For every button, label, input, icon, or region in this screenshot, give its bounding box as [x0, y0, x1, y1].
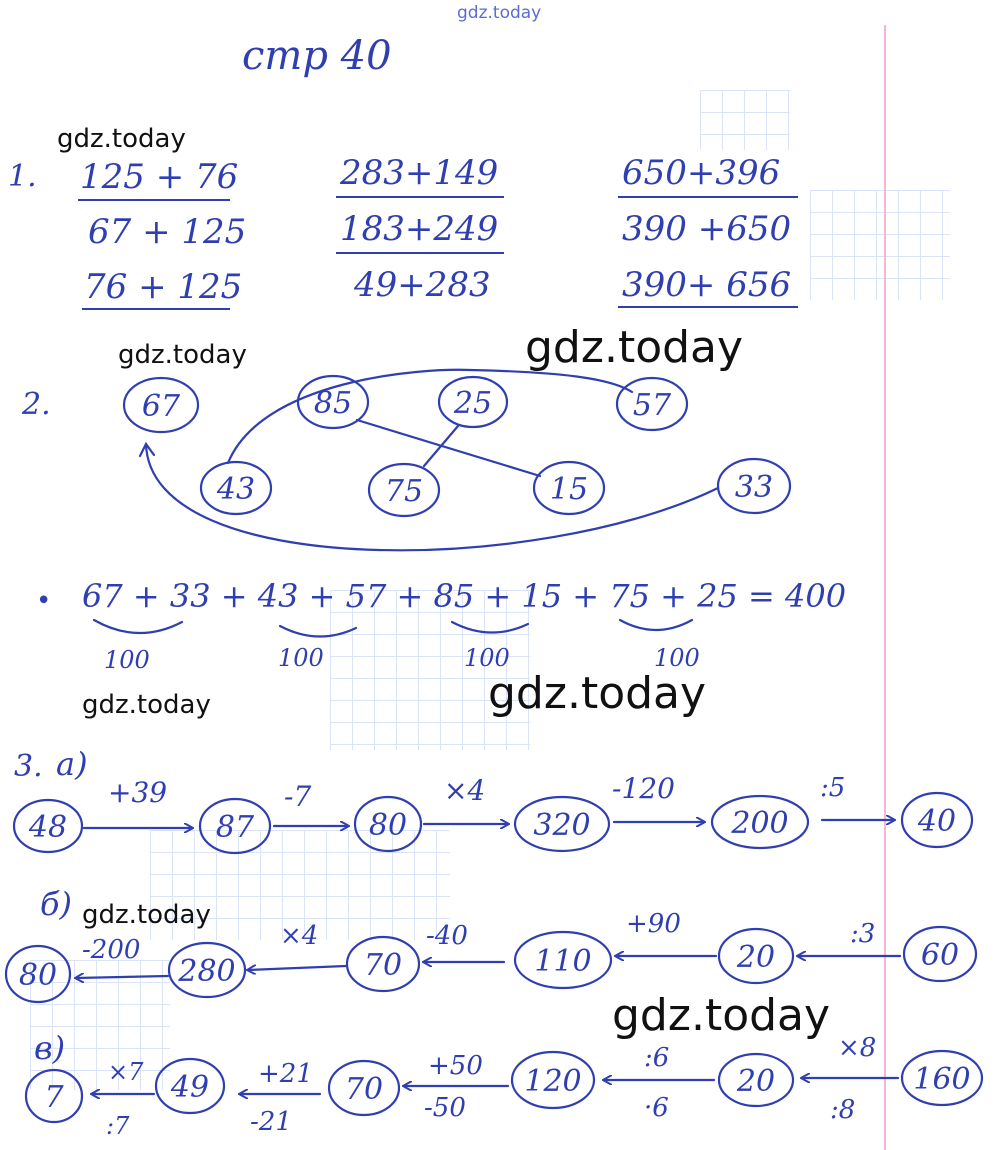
- node-value: 20: [736, 940, 776, 975]
- node-value: 49: [170, 1070, 210, 1105]
- sum-expression: 67 + 33 + 43 + 57 + 85 + 15 + 75 + 25 = 400: [82, 577, 847, 615]
- circle-node: [512, 1052, 594, 1108]
- task1-col1-row1: 125 + 76: [80, 157, 239, 197]
- circle-node: [719, 929, 793, 983]
- operation-label: ×7: [108, 1058, 144, 1086]
- circle-node: [439, 377, 507, 427]
- node-value: 48: [28, 810, 68, 845]
- operation-label: -7: [284, 780, 312, 813]
- circle-node: [200, 799, 270, 853]
- circle-node: [904, 927, 976, 981]
- task1-col3-row1: 650+396: [622, 153, 781, 193]
- node-value: 320: [533, 808, 591, 843]
- operation-label: +50: [428, 1051, 483, 1081]
- circle-node: [515, 932, 611, 988]
- task3-part-v-label: в): [34, 1029, 66, 1067]
- task1-col2-row1: 283+149: [340, 153, 499, 193]
- pair-arc: [620, 620, 692, 630]
- circle-node: [712, 796, 808, 848]
- circle-node: [355, 797, 421, 851]
- connector: [228, 370, 632, 463]
- node-value: 43: [216, 472, 256, 507]
- operation-label: +21: [258, 1059, 313, 1089]
- circle-node: [534, 462, 604, 514]
- circle-node: [169, 943, 245, 997]
- node-value: 40: [917, 804, 957, 839]
- operation-label: -200: [82, 935, 141, 965]
- task1-col2-row3: 49+283: [354, 265, 491, 305]
- circle-node: [201, 462, 271, 514]
- pair-arc: [280, 626, 356, 637]
- node-value: 67: [141, 389, 181, 424]
- task1-col1-row2: 67 + 125: [88, 212, 247, 252]
- node-value: 110: [534, 944, 592, 979]
- node-value: 120: [524, 1064, 582, 1099]
- watermark: gdz.today: [488, 668, 707, 719]
- operation-label: ×8: [838, 1033, 877, 1063]
- arrow: [76, 976, 168, 978]
- operation-label: ×4: [444, 774, 486, 807]
- node-value: 87: [215, 810, 255, 845]
- arrow: [248, 966, 346, 970]
- node-value: 160: [913, 1062, 971, 1097]
- operation-label: ×4: [280, 921, 319, 951]
- node-value: 33: [734, 470, 774, 505]
- circle-node: [329, 1061, 399, 1115]
- watermark: gdz.today: [82, 690, 211, 720]
- circle-node: [347, 937, 419, 991]
- operation-label: -120: [612, 772, 675, 805]
- watermark: gdz.today: [525, 322, 744, 373]
- connector: [424, 426, 458, 466]
- node-value: 280: [178, 954, 236, 989]
- circle-node: [156, 1059, 224, 1113]
- circle-node: [369, 464, 439, 516]
- page-title: стр 40: [242, 33, 392, 79]
- circle-node: [6, 946, 70, 1002]
- pair-arc: [94, 620, 182, 633]
- operation-label: ·6: [644, 1093, 669, 1123]
- watermark: gdz.today: [57, 124, 186, 154]
- watermark: gdz.today: [82, 900, 211, 930]
- node-value: 25: [453, 386, 493, 421]
- task2-number: 2.: [22, 387, 51, 422]
- operation-label: -40: [426, 921, 468, 951]
- operation-label: :3: [850, 919, 876, 949]
- task1-col2-row2: 183+249: [340, 209, 499, 249]
- circle-node: [14, 800, 82, 852]
- task1-col3-row2: 390 +650: [622, 209, 792, 249]
- task3-part-b-label: б): [40, 885, 73, 923]
- operation-label: -50: [424, 1093, 466, 1123]
- node-value: 75: [384, 474, 424, 509]
- node-value: 200: [731, 806, 789, 841]
- task3-part-a-label: а): [56, 745, 88, 783]
- node-value: 15: [549, 472, 589, 507]
- task1-col3-row3: 390+ 656: [622, 265, 792, 305]
- circle-node: [515, 797, 609, 851]
- pair-sum: 100: [278, 644, 324, 672]
- circle-node: [719, 1054, 793, 1106]
- operation-label: :5: [820, 773, 846, 803]
- task3-number: 3.: [14, 749, 43, 784]
- node-value: 7: [44, 1080, 64, 1115]
- node-value: 80: [368, 808, 408, 843]
- operation-label: :6: [644, 1043, 670, 1073]
- operation-label: :8: [830, 1095, 856, 1125]
- task2-bullet: •: [36, 586, 52, 616]
- pair-sum: 100: [654, 644, 700, 672]
- task1-col1-row3: 76 + 125: [84, 267, 243, 307]
- watermark: gdz.today: [118, 340, 247, 370]
- task1-number: 1.: [8, 159, 37, 194]
- circle-node: [902, 1051, 982, 1105]
- pair-arc: [452, 622, 528, 633]
- circle-node: [902, 793, 972, 847]
- circle-node: [26, 1070, 82, 1122]
- watermark: gdz.today: [612, 990, 831, 1041]
- node-value: 60: [920, 938, 960, 973]
- node-value: 80: [18, 958, 58, 993]
- node-value: 70: [363, 948, 403, 983]
- pair-sum: 100: [464, 644, 510, 672]
- operation-label: :7: [106, 1112, 130, 1140]
- circle-node: [617, 378, 687, 430]
- circle-node: [718, 459, 790, 513]
- operation-label: +90: [626, 909, 681, 939]
- watermark: gdz.today: [457, 3, 542, 23]
- node-value: 85: [313, 386, 353, 421]
- operation-label: -21: [250, 1107, 292, 1137]
- node-value: 20: [736, 1064, 776, 1099]
- operation-label: +39: [108, 776, 168, 809]
- node-value: 57: [632, 388, 672, 423]
- pair-sum: 100: [104, 646, 150, 674]
- circle-node: [124, 378, 198, 432]
- node-value: 70: [344, 1072, 384, 1107]
